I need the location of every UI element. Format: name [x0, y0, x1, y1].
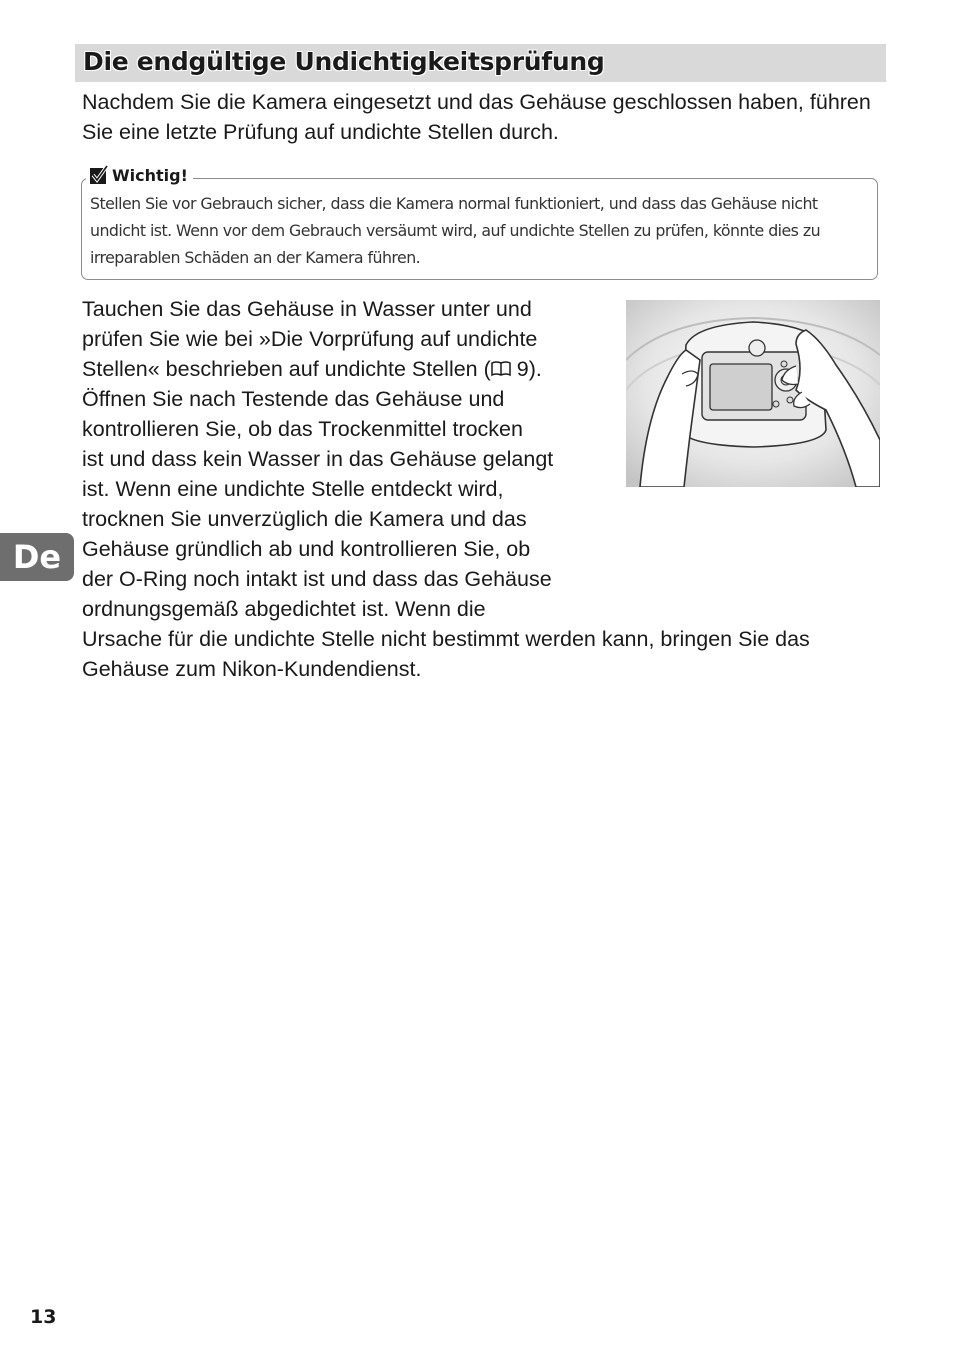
important-note-text: Stellen Sie vor Gebrauch sicher, dass die Kamera normal funktioniert, und dass das Gehäuse nicht undicht ist. Wenn vor dem Gebrauch versäumt wird, auf undichte Stellen zu prüfen, könnte dies zu irreparablen Schäden an der Kamera führen.	[90, 194, 821, 267]
body-line: Öffnen Sie nach Testende das Gehäuse und	[82, 387, 505, 411]
section-title-bar	[75, 44, 886, 82]
body-line: ordnungsgemäß abgedichtet ist. Wenn die	[82, 597, 486, 621]
body-line: kontrollieren Sie, ob das Trockenmittel trocken	[82, 417, 523, 441]
body-line: Gehäuse zum Nikon-Kundendienst.	[82, 657, 422, 681]
language-tab: De	[0, 533, 74, 581]
body-text: Stellen« beschrieben auf undichte Stellen (	[82, 357, 491, 381]
body-line: Tauchen Sie das Gehäuse in Wasser unter und	[82, 297, 532, 321]
important-note-label: Wichtig!	[112, 165, 188, 185]
section-title: Die endgültige Undichtigkeitsprüfung	[83, 47, 605, 76]
body-paragraph-wide	[82, 624, 892, 684]
body-line	[82, 354, 622, 384]
body-line: Gehäuse gründlich ab und kontrollieren Sie, ob	[82, 537, 531, 561]
important-note-heading	[86, 165, 193, 185]
intro-paragraph: Nachdem Sie die Kamera eingesetzt und das Gehäuse geschlossen haben, führen Sie eine letzte Prüfung auf undichte Stellen durch.	[82, 90, 871, 144]
body-paragraph-column	[82, 294, 622, 624]
page-reference-number[interactable]: 9	[516, 357, 529, 381]
page-reference-icon	[491, 360, 511, 377]
body-line: ist. Wenn eine undichte Stelle entdeckt wird,	[82, 477, 504, 501]
body-line: Ursache für die undichte Stelle nicht bestimmt werden kann, bringen Sie das	[82, 627, 810, 651]
page-number: 13	[30, 1306, 57, 1328]
checkmark-icon	[89, 165, 109, 185]
body-line: prüfen Sie wie bei »Die Vorprüfung auf undichte	[82, 327, 538, 351]
body-text: ).	[528, 357, 542, 381]
camera-housing-underwater-illustration	[626, 300, 880, 487]
body-line: trocknen Sie unverzüglich die Kamera und das	[82, 507, 527, 531]
body-line: ist und dass kein Wasser in das Gehäuse gelangt	[82, 447, 554, 471]
body-line: der O-Ring noch intakt ist und dass das Gehäuse	[82, 567, 552, 591]
